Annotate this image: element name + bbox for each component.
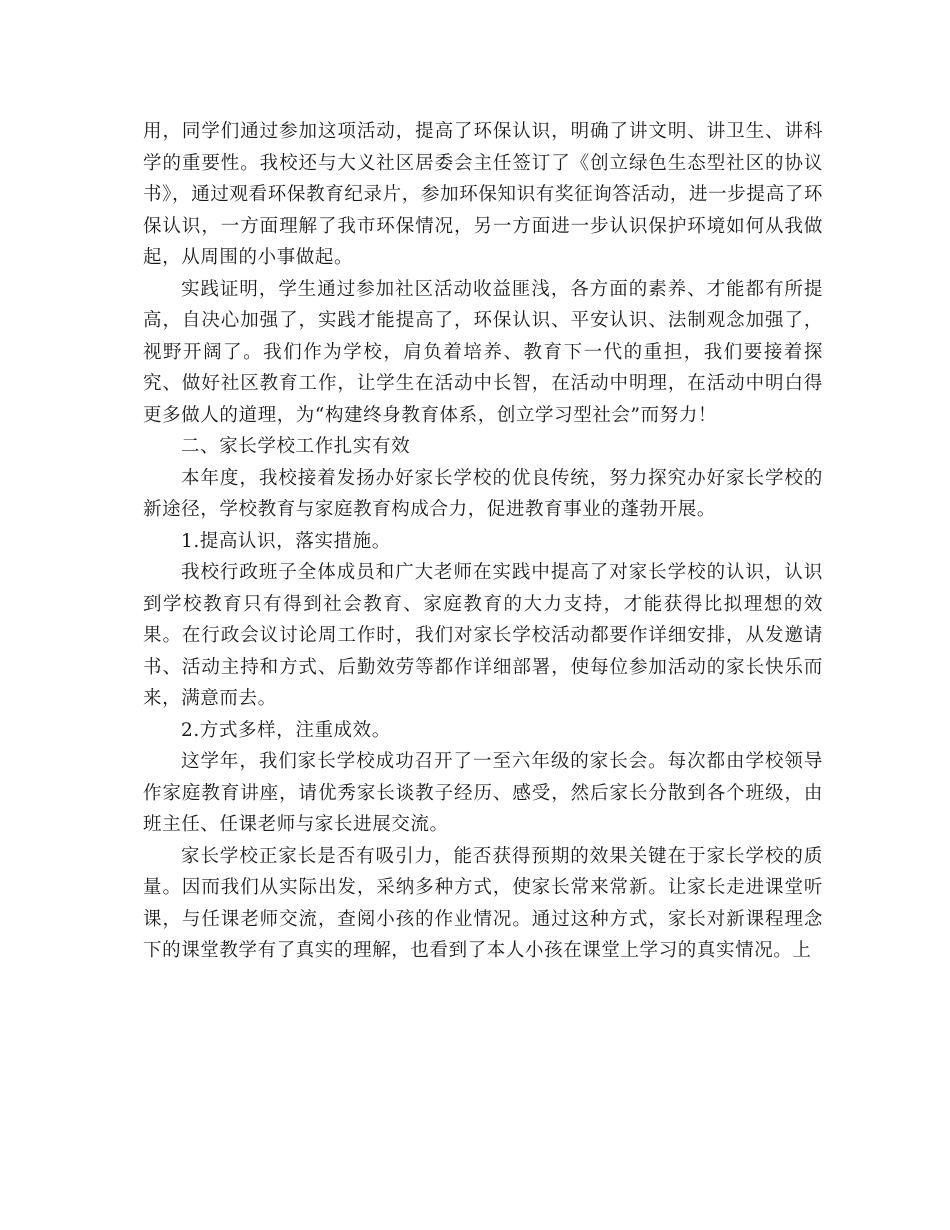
paragraph-parent-meetings: 这学年，我们家长学校成功召开了一至六年级的家长会。每次都由学校领导作家庭教育讲座，请优秀家长谈教子经历、感受，然后家长分散到各个班级，由班主任、任课老师与家长进展交流。 xyxy=(143,751,823,835)
paragraph-attraction: 家长学校正家长是否有吸引力，能否获得预期的效果关键在于家长学校的质量。因而我们从实际出发，采纳多种方式，使家长常来常新。让家长走进课堂听课，与任课老师交流，查阅小孩的作业情况。通过这种方式，家长对新课程理念下的课堂教学有了真实的理解，也看到了本人小孩在课堂上学习的真实情况。上 xyxy=(143,845,823,961)
subheading-diverse-methods: 2.方式多样，注重成效。 xyxy=(181,719,391,741)
subheading-raise-awareness: 1.提高认识，落实措施。 xyxy=(181,530,391,552)
paragraph-continuation: 用，同学们通过参加这项活动，提高了环保认识，明确了讲文明、讲卫生、讲科学的重要性。我校还与大义社区居委会主任签订了《创立绿色生态型社区的协议书》，通过观看环保教育纪录片，参加环保知识有奖征询答活动，进一步提高了环保认识，一方面理解了我市环保情况，另一方面进一步认识保护环境如何从我做起，从周围的小事做起。 xyxy=(143,121,823,268)
paragraph-administration: 我校行政班子全体成员和广大老师在实践中提高了对家长学校的认识，认识到学校教育只有得到社会教育、家庭教育的大力支持，才能获得比拟理想的效果。在行政会议讨论周工作时，我们对家长学校活动都要作详细安排，从发邀请书、活动主持和方式、后勤效劳等都作详细部署，使每位参加活动的家长快乐而来，满意而去。 xyxy=(143,562,823,709)
paragraph-practice-proof: 实践证明，学生通过参加社区活动收益匪浅，各方面的素养、才能都有所提高，自决心加强了，实践才能提高了，环保认识、平安认识、法制观念加强了，视野开阔了。我们作为学校，肩负着培养、教育下一代的重担，我们要接着探究、做好社区教育工作，让学生在活动中长智，在活动中明理，在活动中明白得更多做人的道理，为“构建终身教育体系，创立学习型社会”而努力！ xyxy=(143,278,823,426)
document-body xyxy=(143,116,823,967)
paragraph-this-year: 本年度，我校接着发扬办好家长学校的优良传统，努力探究办好家长学校的新途径，学校教育与家庭教育构成合力，促进教育事业的蓬勃开展。 xyxy=(143,467,823,520)
section-heading-parent-school: 二、家长学校工作扎实有效 xyxy=(181,436,411,457)
